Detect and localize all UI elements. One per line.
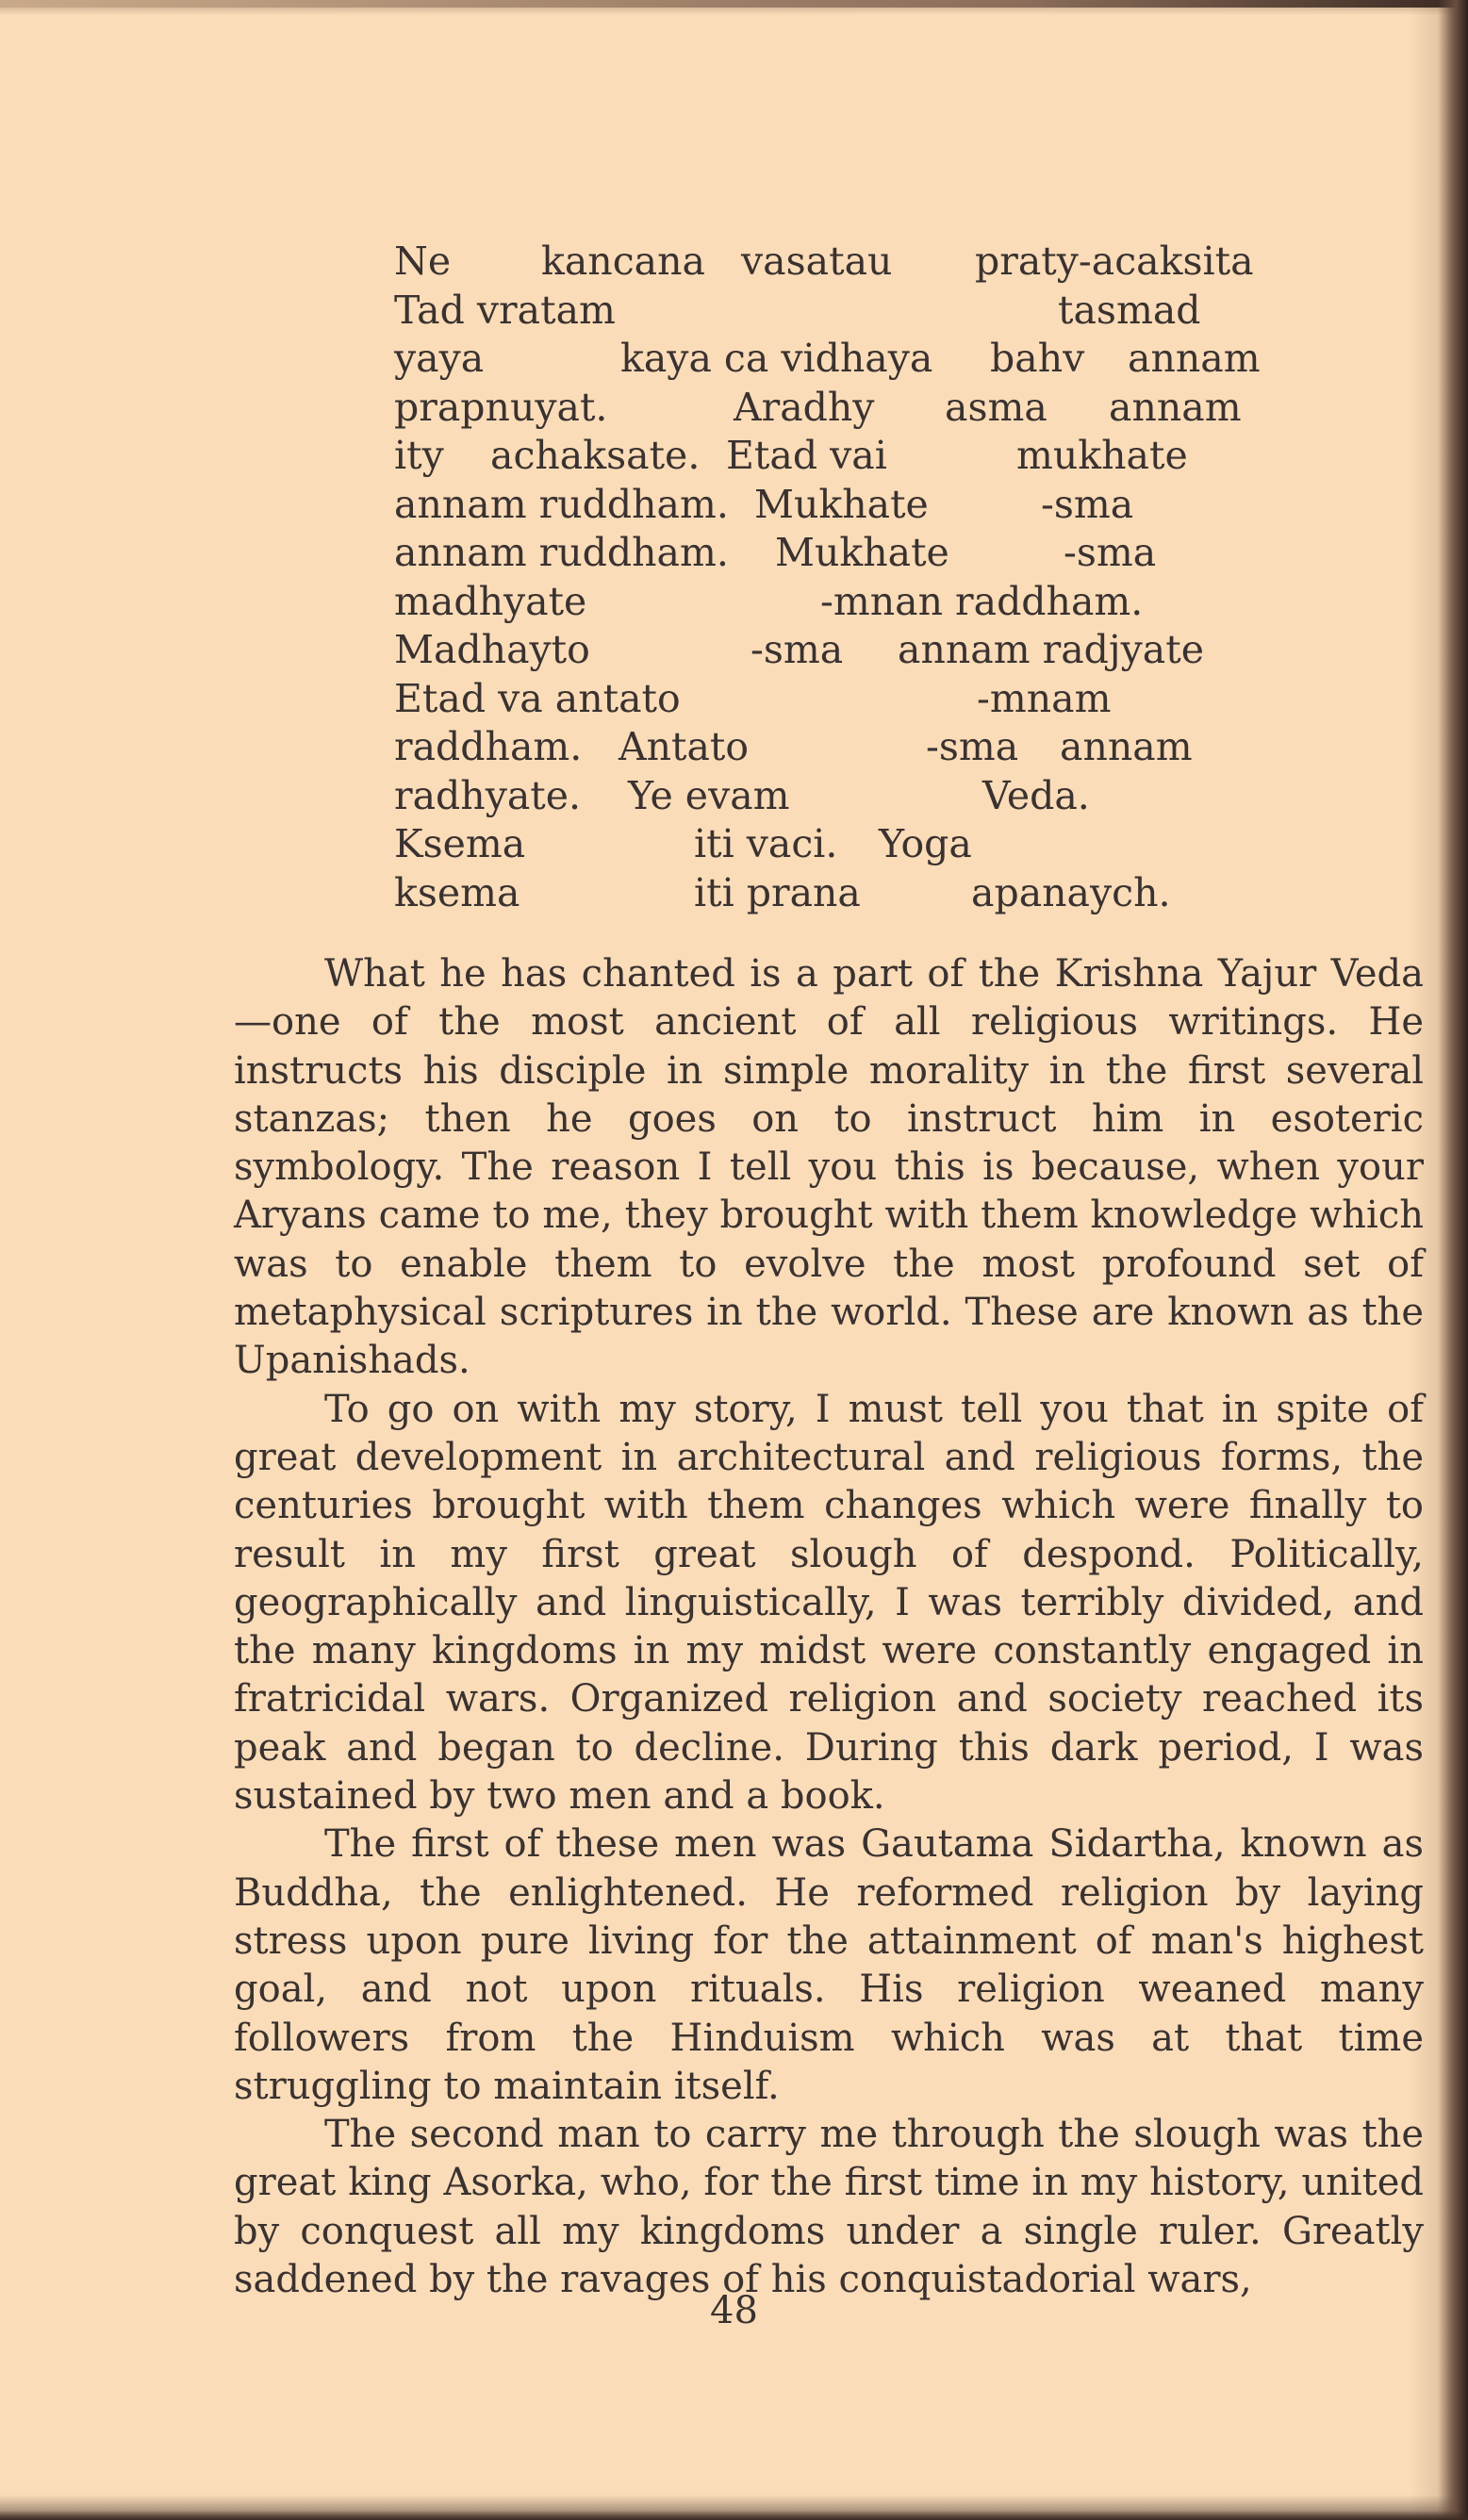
paragraph: What he has chanted is a part of the Krishna Yajur Veda —one of the most ancient of all religious writings. He instructs his disciple in simple morality in the first several stanzas; then he goes on to instruct him in esoteric symbology. The reason I tell you this is because, when your Aryans came to me, they brought with them knowledge which was to enable them to evolve the most profound set of metaphysical scriptures in the world. These are known as the Upanishads.: [234, 952, 1424, 1383]
verse-word: praty-acaksita: [975, 239, 1254, 284]
verse-line: [394, 384, 1280, 433]
sanskrit-verse: [394, 238, 1280, 917]
verse-word: annam: [1128, 336, 1261, 381]
verse-line: [394, 578, 1280, 627]
verse-word: Ne: [394, 239, 452, 284]
verse-word: tasmad: [1058, 287, 1201, 333]
verse-line: [394, 335, 1280, 384]
verse-line: [394, 481, 1280, 530]
verse-word: -sma: [926, 724, 1019, 769]
verse-word: madhyate: [394, 578, 587, 624]
verse-word: mukhate: [1016, 433, 1188, 478]
verse-word: Yoga: [879, 821, 972, 866]
verse-word: iti vaci.: [694, 821, 838, 866]
verse-word: annam ruddham.: [394, 481, 729, 527]
paragraph: The first of these men was Gautama Sidartha, known as Buddha, the enlightened. He reformed religion by laying stress upon pure living for the attainment of man's highest goal, and not upon rituals. His religion weaned many followers from the Hinduism which was at that time struggling to maintain itself.: [234, 1822, 1424, 2108]
verse-word: yaya: [394, 336, 485, 381]
paragraph: The second man to carry me through the slough was the great king Asorka, who, for the first time in my history, united by conquest all my kingdoms under a single ruler. Greatly saddened by the ravages of his conquistadorial wars,: [234, 2113, 1424, 2302]
verse-word: -sma: [1041, 481, 1134, 527]
verse-word: Ksema: [394, 821, 526, 866]
body-text: [234, 950, 1424, 2304]
verse-line: [394, 772, 1280, 821]
verse-word: annam: [1060, 724, 1193, 769]
verse-word: asma: [945, 384, 1047, 430]
verse-word: -mnan raddham.: [820, 578, 1144, 624]
verse-word: annam radjyate: [898, 627, 1204, 672]
verse-line: [394, 238, 1280, 287]
verse-line: [394, 626, 1280, 675]
verse-line: [394, 869, 1280, 918]
verse-word: -mnam: [977, 675, 1112, 721]
verse-word: vasatau: [741, 239, 893, 284]
verse-word: Aradhy: [734, 384, 875, 430]
verse-line: [394, 723, 1280, 772]
verse-word: Etad vai: [726, 433, 887, 478]
verse-word: apanaych.: [971, 869, 1171, 915]
verse-word: prapnuyat.: [394, 384, 608, 430]
verse-word: bahv: [990, 336, 1085, 381]
verse-word: Mukhate: [754, 481, 929, 527]
verse-line: [394, 287, 1280, 336]
verse-word: -sma: [1064, 530, 1157, 575]
verse-word: iti prana: [694, 869, 861, 915]
verse-word: Mukhate: [775, 530, 949, 575]
verse-word: Tad vratam: [394, 287, 616, 333]
page-right-edge: [1438, 0, 1468, 2520]
verse-word: Veda.: [982, 772, 1090, 818]
verse-line: [394, 529, 1280, 578]
page-bottom-edge: [0, 2511, 1468, 2520]
verse-line: [394, 432, 1280, 481]
verse-word: Antato: [619, 724, 750, 769]
verse-word: kancana: [541, 239, 705, 284]
verse-word: annam: [1109, 384, 1242, 430]
verse-word: achaksate.: [490, 433, 701, 478]
verse-line: [394, 675, 1280, 724]
verse-word: annam ruddham.: [394, 530, 729, 575]
verse-word: ksema: [394, 869, 520, 915]
verse-line: [394, 820, 1280, 869]
verse-word: Ye evam: [628, 772, 790, 818]
verse-word: raddham.: [394, 724, 583, 769]
page-number: 48: [710, 2289, 758, 2332]
verse-word: Etad va antato: [394, 675, 681, 721]
verse-word: radhyate.: [394, 772, 582, 818]
page-top-edge: [0, 0, 1468, 8]
verse-word: kaya ca vidhaya: [620, 336, 933, 381]
verse-word: -sma: [750, 627, 844, 672]
verse-word: ity: [394, 433, 444, 478]
verse-word: Madhayto: [394, 627, 590, 672]
paragraph: To go on with my story, I must tell you that in spite of great development in architectural and religious forms, the centuries brought with them changes which were finally to result in my first great slough of despond. Politically, geographically and linguistically, I was terribly divided, and the many kingdoms in my midst were constantly engaged in fratricidal wars. Organized religion and society reached its peak and began to decline. During this dark period, I was sustained by two men and a book.: [234, 1387, 1424, 1819]
